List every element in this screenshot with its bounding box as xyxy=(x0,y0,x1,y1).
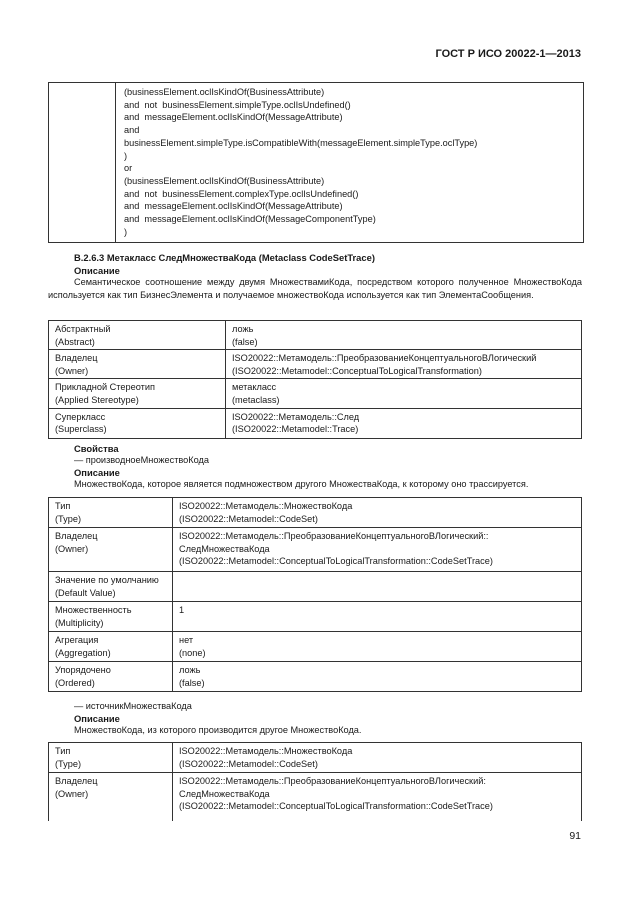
property-value-cell xyxy=(173,773,582,821)
cell-text: Значение по умолчанию xyxy=(55,575,159,585)
code-line: and messageElement.oclIsKindOf(MessageAttribute) xyxy=(124,201,343,212)
cell-text: СледМножестваКода xyxy=(179,543,270,554)
cell-text: 1 xyxy=(179,605,185,615)
property-key-cell xyxy=(49,662,173,692)
cell-text: Владелец xyxy=(55,353,98,364)
table-row xyxy=(49,662,582,692)
section-description: Семантическое соотношение между двумя МножествамиКода, посредством которого полученное МножествоКода используется как тип БизнесЭлемента и получаемое множествоКода используется как тип ЭлементаСообщения. xyxy=(48,277,582,300)
property-value-cell xyxy=(173,662,582,692)
table-row xyxy=(49,632,582,662)
table-row xyxy=(49,350,582,379)
table-row xyxy=(49,528,582,572)
table-row xyxy=(49,743,582,773)
cell-text: ISO20022::Метамодель::ПреобразованиеКонцептуальногоВЛогический xyxy=(232,353,537,364)
property-key-cell xyxy=(49,350,226,379)
cell-text: (Aggregation) xyxy=(55,647,111,658)
property-value-cell xyxy=(173,528,582,572)
section-title: B.2.6.3 Метакласс СледМножестваКода (Metaclass CodeSetTrace) xyxy=(74,252,375,263)
cell-text: ISO20022::Метамодель::МножествоКода xyxy=(179,501,353,511)
cell-text: Упорядочено xyxy=(55,665,111,675)
cell-text: (Owner) xyxy=(55,788,89,799)
cell-text: (false) xyxy=(232,336,258,347)
code-line: and not businessElement.complexType.oclIsUndefined() xyxy=(124,188,359,199)
code-line: or xyxy=(124,163,133,174)
cell-text: (ISO20022::Metamodel::Trace) xyxy=(232,424,359,435)
cell-text: ISO20022::Метамодель::ПреобразованиеКонцептуальногоВЛогический:: xyxy=(179,531,489,541)
cell-text: (ISO20022::Metamodel::CodeSet) xyxy=(179,758,318,769)
ocl-code-box xyxy=(48,82,584,243)
code-line: (businessElement.oclIsKindOf(BusinessAttribute) xyxy=(124,87,325,97)
table-row xyxy=(49,602,582,632)
property-key-cell xyxy=(49,632,173,662)
cell-text: ISO20022::Метамодель::ПреобразованиеКонцептуальногоВЛогический: xyxy=(179,776,486,786)
table-row xyxy=(49,379,582,408)
property-key-cell xyxy=(49,498,173,528)
property-key-cell xyxy=(49,528,173,572)
property-value-cell xyxy=(173,743,582,773)
cell-text: Тип xyxy=(55,746,71,756)
code-line: and xyxy=(124,125,140,136)
description-label: Описание xyxy=(74,467,120,478)
cell-text: (Multiplicity) xyxy=(55,617,104,628)
cell-text: ложь xyxy=(179,665,201,675)
code-line: and not businessElement.simpleType.oclIsUndefined() xyxy=(124,99,351,110)
code-line: ) xyxy=(124,226,128,237)
cell-text: (metaclass) xyxy=(232,394,280,405)
cell-text: (Type) xyxy=(55,513,82,524)
cell-text: ISO20022::Метамодель::МножествоКода xyxy=(179,746,353,756)
cell-text: Суперкласс xyxy=(55,411,106,422)
property-key-cell xyxy=(49,379,226,408)
property-key-cell xyxy=(49,602,173,632)
cell-text: Абстрактный xyxy=(55,324,111,334)
property-value-cell xyxy=(173,498,582,528)
cell-text: (Abstract) xyxy=(55,336,95,347)
cell-text: (ISO20022::Metamodel::CodeSet) xyxy=(179,513,318,524)
property-value-cell xyxy=(226,350,582,379)
cell-text: (Ordered) xyxy=(55,677,95,688)
cell-text: (ISO20022::Metamodel::ConceptualToLogicalTransformation::CodeSetTrace) xyxy=(179,801,493,812)
page-number: 91 xyxy=(569,830,581,842)
document-header: ГОСТ Р ИСО 20022-1—2013 xyxy=(435,48,581,60)
table-row xyxy=(49,572,582,602)
cell-text: (Default Value) xyxy=(55,587,116,598)
cell-text: Агрегация xyxy=(55,635,99,645)
property-value-cell xyxy=(226,379,582,408)
description-label: Описание xyxy=(74,265,120,276)
cell-text: Тип xyxy=(55,501,71,511)
properties-label: Свойства xyxy=(74,443,119,454)
property-value-cell xyxy=(226,408,582,438)
property-description: МножествоКода, которое является подмножеством другого МножестваКода, к которому оно трассируется. xyxy=(74,479,529,489)
cell-text: Владелец xyxy=(55,776,98,786)
cell-text: (false) xyxy=(179,677,205,688)
cell-text: (Applied Stereotype) xyxy=(55,394,139,405)
cell-text: Прикладной Стереотип xyxy=(55,382,155,393)
property-description: МножествоКода, из которого производится другое МножествоКода. xyxy=(74,725,362,735)
cell-text: ISO20022::Метамодель::След xyxy=(232,411,360,422)
cell-text: (Type) xyxy=(55,758,82,769)
property-table xyxy=(48,742,582,821)
table-row xyxy=(49,408,582,438)
property-name: — источникМножестваКода xyxy=(74,701,192,711)
cell-text: (ISO20022::Metamodel::ConceptualToLogicalTransformation::CodeSetTrace) xyxy=(179,556,493,567)
cell-text: Владелец xyxy=(55,531,98,541)
cell-text: ложь xyxy=(232,324,254,334)
cell-text: метакласс xyxy=(232,382,277,393)
code-line: ) xyxy=(124,150,128,161)
property-value-cell xyxy=(173,602,582,632)
property-key-cell xyxy=(49,773,173,821)
property-value-cell xyxy=(173,572,582,602)
table-row xyxy=(49,773,582,821)
code-lines xyxy=(124,86,477,238)
code-line: and messageElement.oclIsKindOf(MessageComponentType) xyxy=(124,214,376,225)
cell-text: СледМножестваКода xyxy=(179,788,270,799)
table-row xyxy=(49,321,582,350)
cell-text: (Superclass) xyxy=(55,424,107,435)
description-label: Описание xyxy=(74,713,120,724)
property-key-cell xyxy=(49,572,173,602)
cell-text: (Owner) xyxy=(55,365,89,376)
cell-text: (none) xyxy=(179,647,206,658)
property-key-cell xyxy=(49,408,226,438)
code-box-left-cell xyxy=(49,83,116,242)
table-row xyxy=(49,498,582,528)
property-key-cell xyxy=(49,743,173,773)
cell-text: Множественность xyxy=(55,605,132,615)
code-line: businessElement.simpleType.isCompatibleWith(messageElement.simpleType.oclType) xyxy=(124,137,478,148)
property-table xyxy=(48,497,582,692)
property-value-cell xyxy=(173,632,582,662)
property-name: — производноеМножествоКода xyxy=(74,455,210,465)
metaclass-properties-table xyxy=(48,320,582,439)
property-value-cell xyxy=(226,321,582,350)
code-line: (businessElement.oclIsKindOf(BusinessAttribute) xyxy=(124,175,325,186)
cell-text: нет xyxy=(179,635,194,645)
cell-text: (ISO20022::Metamodel::ConceptualToLogicalTransformation) xyxy=(232,365,482,376)
code-line: and messageElement.oclIsKindOf(MessageAttribute) xyxy=(124,112,343,123)
property-key-cell xyxy=(49,321,226,350)
cell-text: (Owner) xyxy=(55,543,89,554)
